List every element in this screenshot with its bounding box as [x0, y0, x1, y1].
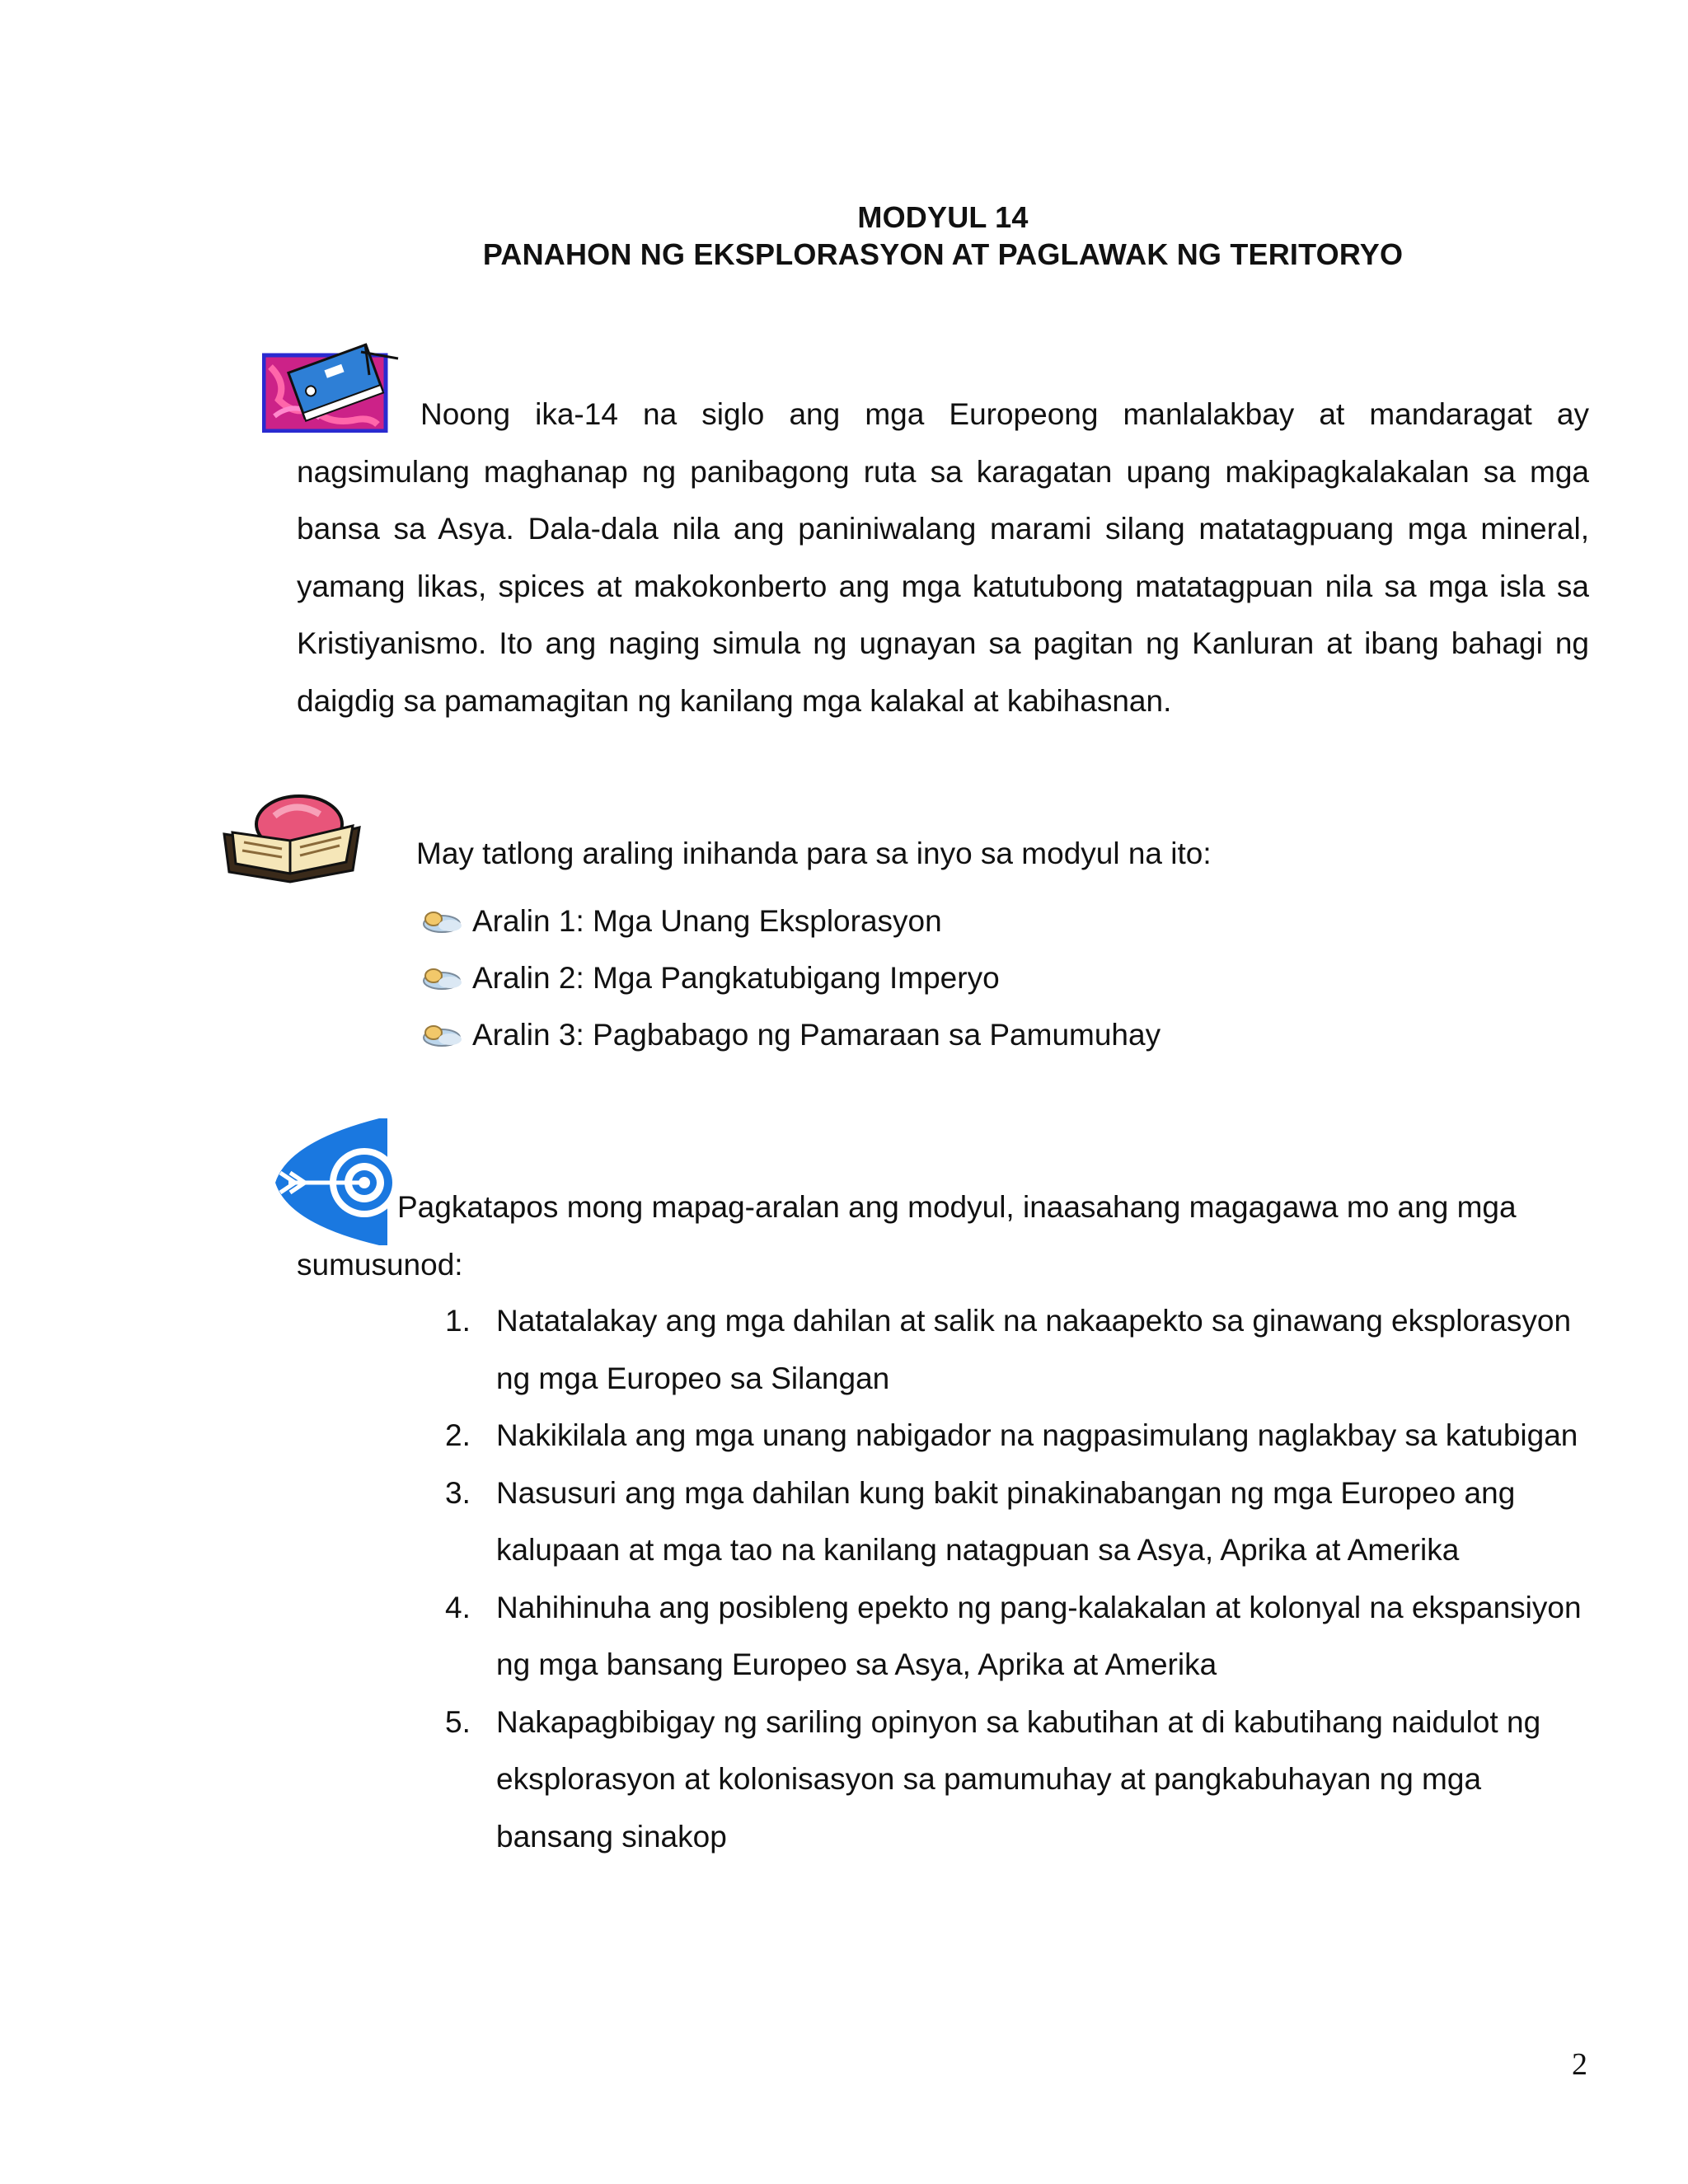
lesson-text: Aralin 2: Mga Pangkatubigang Imperyo — [472, 961, 1000, 995]
objective-number: 4. — [445, 1590, 471, 1624]
lesson-text: Aralin 1: Mga Unang Eksplorasyon — [472, 904, 942, 938]
objective-text: Nasusuri ang mga dahilan kung bakit pinakinabangan ng mga Europeo ang kalupaan at mga tao na kanilang natagpuan sa Asya, Aprika at Amerika — [496, 1475, 1516, 1567]
module-title: PANAHON NG EKSPLORASYON AT PAGLAWAK NG TERITORYO — [482, 237, 1404, 271]
intro-paragraph — [297, 386, 1589, 729]
module-number: MODYUL 14 — [857, 200, 1029, 234]
objective-text: Nahihinuha ang posibleng epekto ng pang-kalakalan at kolonyal na ekspansiyon ng mga bansang Europeo sa Asya, Aprika at Amerika — [496, 1590, 1582, 1681]
objectives-list — [445, 1292, 1582, 1865]
objective-item — [445, 1465, 1582, 1579]
lesson-item — [420, 961, 1000, 996]
lessons-intro: May tatlong araling inihanda para sa inyo sa modyul na ito: — [416, 837, 1212, 870]
objective-number: 5. — [445, 1704, 471, 1739]
page-number: 2 — [1572, 2047, 1587, 2082]
objective-item — [445, 1292, 1582, 1407]
lesson-item — [420, 1018, 1160, 1052]
objective-item — [445, 1407, 1582, 1465]
lesson-text: Aralin 3: Pagbabago ng Pamaraan sa Pamumuhay — [472, 1018, 1161, 1052]
cloud-bullet-icon — [420, 1021, 466, 1049]
objective-text: Nakapagbibigay ng sariling opinyon sa kabutihan at di kabutihang naidulot ng eksplorasyon at kolonisasyon sa pamumuhay at pangkabuhayan ng mga bansang sinakop — [496, 1704, 1541, 1854]
objectives-intro — [297, 1179, 1550, 1293]
objective-item — [445, 1694, 1582, 1866]
objective-text: Natatalakay ang mga dahilan at salik na nakaapekto sa ginawang eksplorasyon ng mga Europeo sa Silangan — [496, 1304, 1572, 1395]
cloud-bullet-icon — [420, 907, 466, 935]
objective-number: 2. — [445, 1418, 471, 1452]
intro-text: Noong ika-14 na siglo ang mga Europeong manlalakbay at mandaragat ay nagsimulang maghanap ng panibagong ruta sa karagatan upang makipagkalakalan sa mga bansa sa Asya. Dala-dala nila ang paniniwalang marami silang matatagpuang mga mineral, yamang likas, spices at makokonberto ang mga katutubong matatagpuan nila sa mga isla sa Kristiyanismo. Ito ang naging simula ng ugnayan sa pagitan ng Kanluran at ibang bahagi ng daigdig sa pamamagitan ng kanilang mga kalakal at kabihasnan. — [297, 397, 1589, 718]
objectives-intro-text: Pagkatapos mong mapag-aralan ang modyul, inaasahang magagawa mo ang mga sumusunod: — [297, 1190, 1517, 1282]
objective-item — [445, 1579, 1582, 1694]
lesson-item — [420, 904, 942, 939]
objective-text: Nakikilala ang mga unang nabigador na nagpasimulang naglakbay sa katubigan — [496, 1418, 1578, 1452]
objective-number: 3. — [445, 1475, 471, 1510]
objective-number: 1. — [445, 1304, 471, 1338]
cloud-bullet-icon — [420, 964, 466, 992]
open-book-icon — [221, 791, 363, 885]
